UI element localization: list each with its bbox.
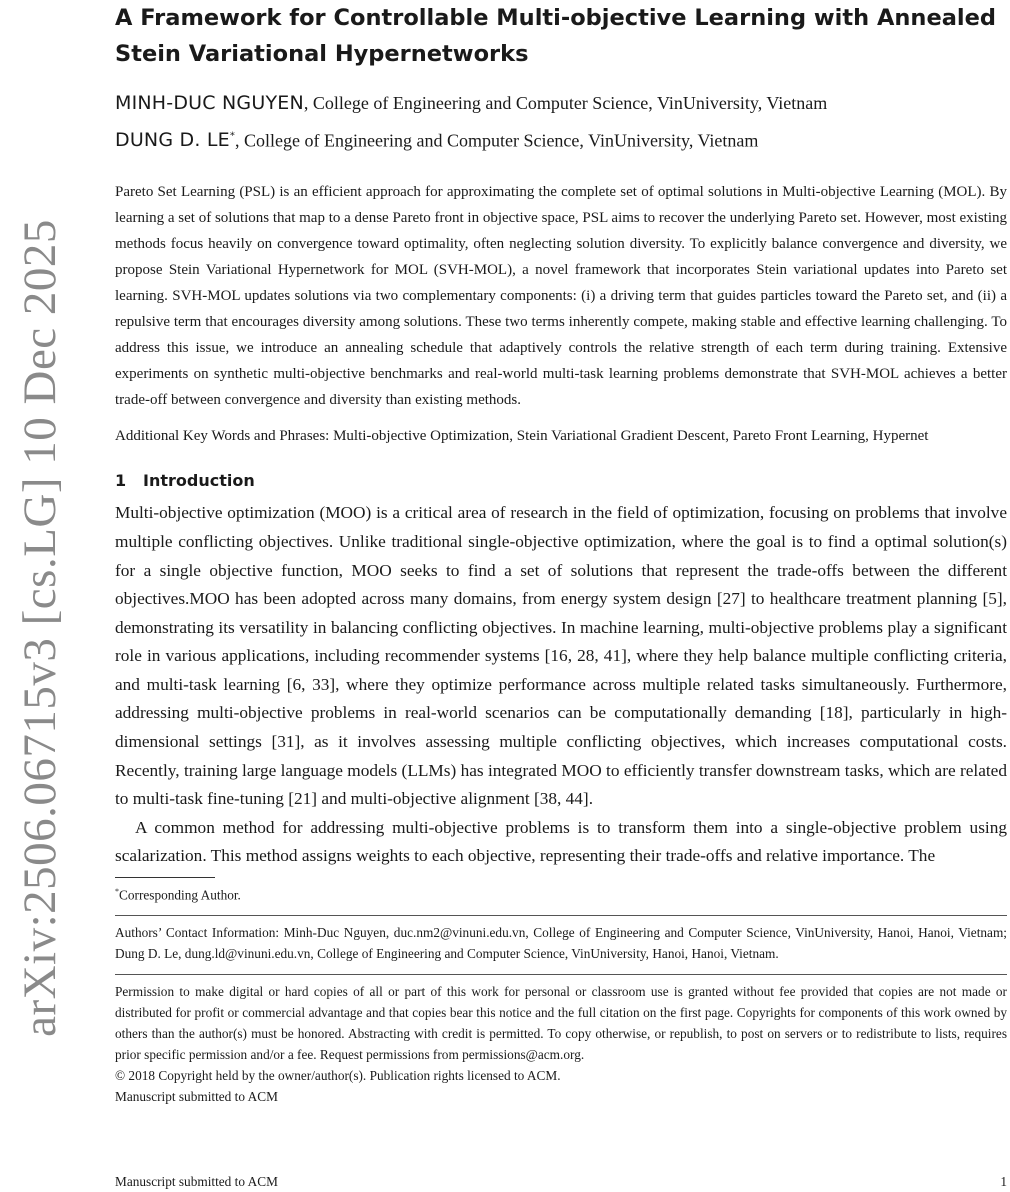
- page-footer: [115, 1174, 1007, 1190]
- section-number: 1: [115, 471, 127, 491]
- footnote-divider: [115, 877, 215, 878]
- author-name: DUNG D. LE*: [115, 129, 236, 152]
- manuscript-note: Manuscript submitted to ACM: [115, 1089, 278, 1105]
- footnote-mark: *: [115, 887, 119, 897]
- body-text: [115, 499, 1007, 871]
- author-name: MINH-DUC NGUYEN: [115, 92, 304, 114]
- page-number: 1: [1000, 1174, 1007, 1189]
- contact-text: Authors’ Contact Information: Minh-Duc Nguyen, duc.nm2@vinuni.edu.vn, College of Engineering and Computer Science, VinUniversity, Hanoi, Hanoi, Vietnam; Dung D. Le, dung.ld@vinuni.edu.vn, College of Engineering and Computer Science, VinUniversity, Hanoi, Hanoi, Vietnam.: [115, 925, 1007, 962]
- section-title: Introduction: [143, 471, 255, 491]
- paragraph: Multi-objective optimization (MOO) is a critical area of research in the field of optimization, focusing on problems that involve multiple conflicting objectives. Unlike traditional single-objective optimization, where the goal is to find a optimal solution(s) for a single objective function, MOO seeks to find a set of solutions that represent the trade-offs between the different objectives.MOO has been adopted across many domains, from energy system design [27] to healthcare treatment planning [5], demonstrating its versatility in balancing conflicting objectives. In machine learning, multi-objective problems play a significant role in various applications, including recommender systems [16, 28, 41], where they help balance multiple conflicting criteria, and multi-task learning [6, 33], where they optimize performance across multiple related tasks simultaneously. Furthermore, addressing multi-objective problems in real-world scenarios can be computationally demanding [18], particularly in high-dimensional settings [31], as it involves assessing multiple conflicting objectives, which increases computational costs. Recently, training large language models (LLMs) has integrated MOO to efficiently transfer downstream tasks, which are related to multi-task fine-tuning [21] and multi-objective alignment [38, 44].: [115, 503, 1007, 809]
- copyright-text: © 2018 Copyright held by the owner/author(s). Publication rights licensed to ACM.: [115, 1068, 561, 1084]
- author-affiliation: , College of Engineering and Computer Science, VinUniversity, Vietnam: [235, 130, 759, 151]
- author-list: [115, 86, 1007, 157]
- author-affiliation: , College of Engineering and Computer Science, VinUniversity, Vietnam: [303, 93, 828, 113]
- section-heading: [115, 469, 1007, 493]
- footer-left: Manuscript submitted to ACM: [115, 1174, 278, 1189]
- permission-block: [115, 981, 1007, 1107]
- keywords: Additional Key Words and Phrases: Multi-objective Optimization, Stein Variational Gradient Descent, Pareto Front Learning, Hypernet: [115, 428, 929, 445]
- divider: [115, 974, 1007, 975]
- abstract: [115, 179, 1007, 413]
- contact-info: [115, 922, 1007, 964]
- footnote-text: Corresponding Author.: [119, 887, 241, 903]
- divider: [115, 915, 1007, 916]
- author-line: [115, 86, 1007, 120]
- paragraph: A common method for addressing multi-objective problems is to transform them into a single-objective problem using scalarization. This method assigns weights to each objective, representing their trade-offs and relative importance. The: [115, 817, 1007, 866]
- footnote: [115, 882, 1007, 905]
- permission-text: Permission to make digital or hard copies of all or part of this work for personal or classroom use is granted without fee provided that copies are not made or distributed for profit or commercial advantage and that copies bear this notice and the full citation on the first page. Copyrights for components of this work owned by others than the author(s) must be honored. Abstracting with credit is permitted. To copy otherwise, or republish, to post on servers or to redistribute to lists, requires prior specific permission and/or a fee. Request permissions from permissions@acm.org.: [115, 984, 1007, 1063]
- author-line: [115, 120, 1007, 157]
- abstract-text: Pareto Set Learning (PSL) is an efficient approach for approximating the complete set of optimal solutions in Multi-objective Learning (MOL). By learning a set of solutions that map to a dense Pareto front in objective space, PSL aims to recover the underlying Pareto set. However, most existing methods focus heavily on convergence toward optimality, often neglecting solution diversity. To explicitly balance convergence and diversity, we propose Stein Variational Hypernetwork for MOL (SVH-MOL), a novel framework that incorporates Stein variational updates into Pareto set learning. SVH-MOL updates solutions via two complementary components: (i) a driving term that guides particles toward the Pareto set, and (ii) a repulsive term that encourages diversity among solutions. These two terms inherently compete, making stable and effective learning challenging. To address this issue, we introduce an annealing schedule that adaptively controls the relative strength of each term during training. Extensive experiments on synthetic multi-objective benchmarks and real-world multi-task learning problems demonstrate that SVH-MOL achieves a better trade-off between convergence and diversity than existing methods.: [115, 184, 1007, 409]
- arxiv-identifier: arXiv:2506.06715v3 [cs.LG] 10 Dec 2025: [14, 219, 66, 1037]
- paper-page: [115, 0, 1007, 1107]
- corresponding-mark: *: [229, 131, 236, 142]
- paper-title: A Framework for Controllable Multi-objective Learning with Annealed Stein Variational Hypernetworks: [115, 5, 996, 67]
